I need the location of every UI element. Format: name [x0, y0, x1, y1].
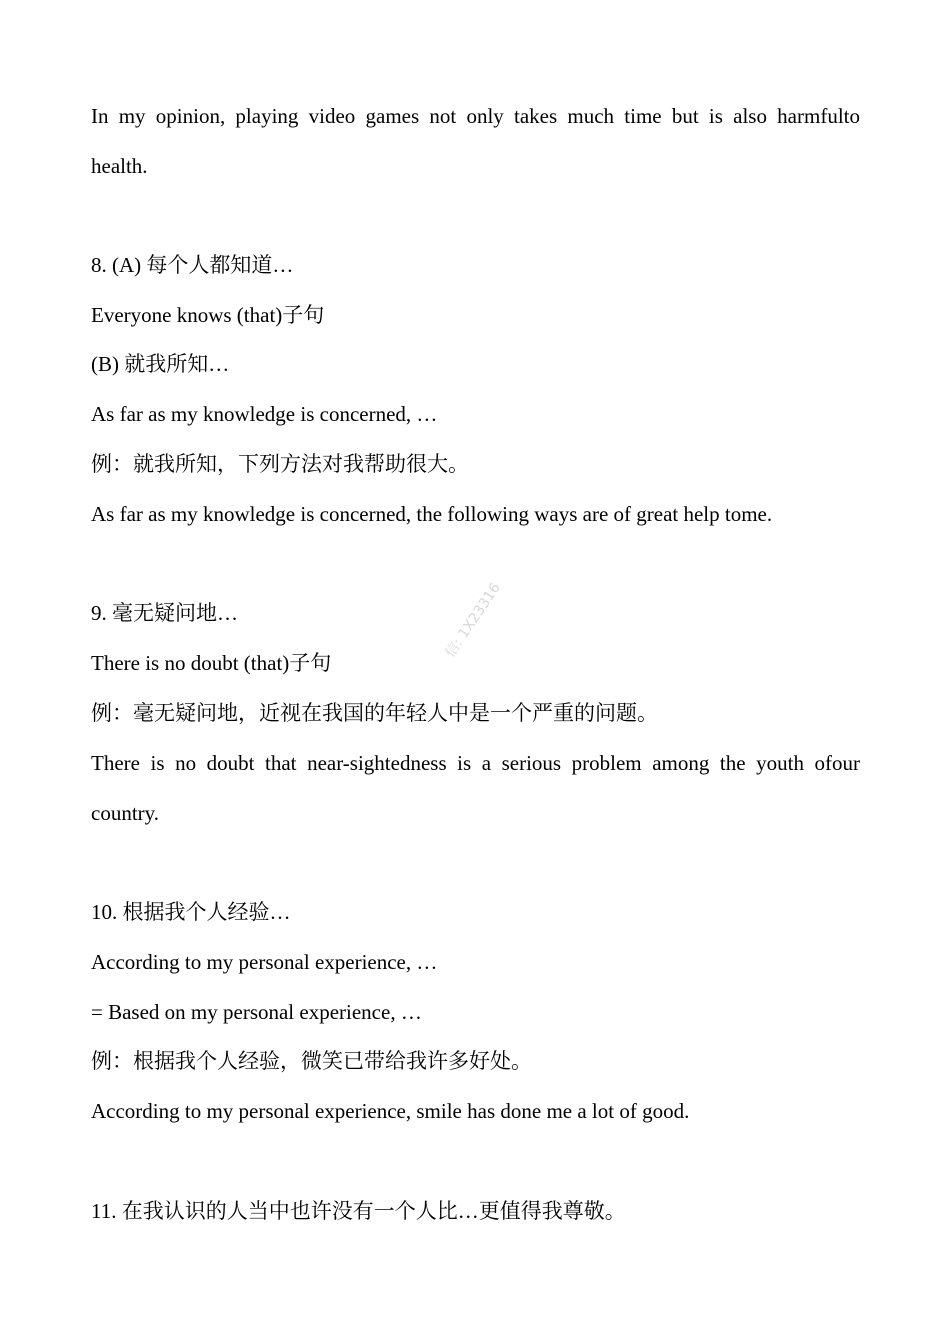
text-line-15: According to my personal experience, … [91, 950, 438, 974]
text-line-1: In my opinion, playing video games not only takes much time but is also harmfulto [91, 104, 860, 128]
item-11-heading: 11. 在我认识的人当中也许没有一个人比…更值得我尊敬。 [91, 1199, 626, 1223]
example-line-11: 例：毫无疑问地，近视在我国的年轻人中是一个严重的问题。 [91, 701, 658, 725]
text-line-12: There is no doubt that near-sightedness is a serious problem among the youth ofour [91, 751, 860, 775]
item-10-heading: 10. 根据我个人经验… [91, 900, 291, 924]
item-9-heading: 9. 毫无疑问地… [91, 601, 238, 625]
text-line-4: Everyone knows (that)子句 [91, 303, 325, 327]
text-line-10: There is no doubt (that)子句 [91, 651, 332, 675]
text-line-8: As far as my knowledge is concerned, the following ways are of great help tome. [91, 502, 773, 526]
text-line-6: As far as my knowledge is concerned, … [91, 402, 438, 426]
item-8b-heading: (B) 就我所知… [91, 352, 230, 376]
text-line-13: country. [91, 801, 160, 825]
item-8a-heading: 8. (A) 每个人都知道… [91, 253, 294, 277]
text-line-16: = Based on my personal experience, … [91, 1000, 422, 1024]
text-line-2: health. [91, 154, 148, 178]
example-line-17: 例：根据我个人经验，微笑已带给我许多好处。 [91, 1049, 532, 1073]
watermark: 信: 1X23316 [442, 580, 504, 661]
text-line-18: According to my personal experience, smile has done me a lot of good. [91, 1099, 690, 1123]
example-line-7: 例：就我所知，下列方法对我帮助很大。 [91, 452, 469, 476]
